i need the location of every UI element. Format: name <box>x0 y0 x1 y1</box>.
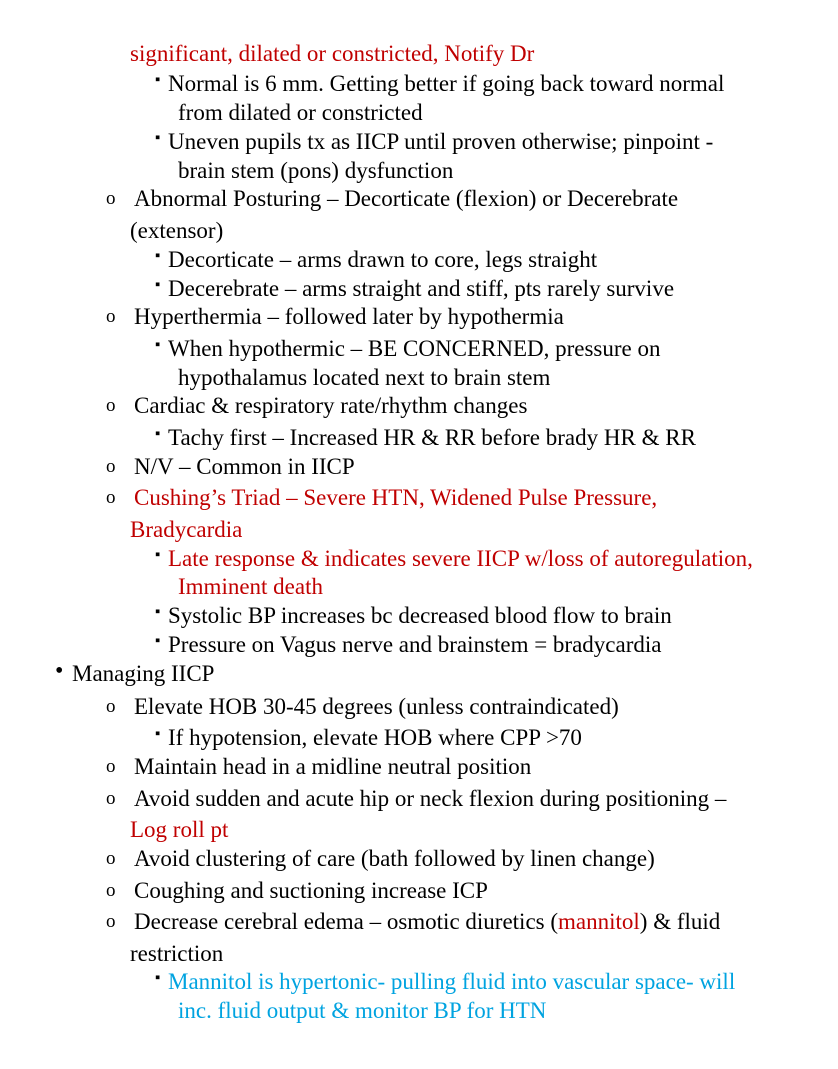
text-line: Elevate HOB 30-45 degrees (unless contraindicated) <box>134 694 619 719</box>
text-line: restriction <box>130 941 224 966</box>
text-segment: Decrease cerebral edema – osmotic diuretics ( <box>134 909 559 934</box>
text-line: Avoid sudden and acute hip or neck flexion during positioning – <box>134 786 727 811</box>
circle-bullet-marker: o <box>106 911 116 932</box>
circle-bullet-marker: o <box>106 788 116 809</box>
square-bullet-marker: ▪ <box>155 426 161 442</box>
circle-bullet-marker: o <box>106 487 116 508</box>
section-heading: Managing IICP <box>72 661 215 686</box>
square-bullet-marker: ▪ <box>155 72 161 88</box>
circle-bullet-marker: o <box>106 306 116 327</box>
text-line: Log roll pt <box>130 817 229 842</box>
text-line: Uneven pupils tx as IICP until proven otherwise; pinpoint - <box>168 129 714 154</box>
text-line: brain stem (pons) dysfunction <box>178 158 454 183</box>
text-line: Bradycardia <box>130 517 243 542</box>
circle-bullet-marker: o <box>106 756 116 777</box>
text-line: Cardiac & respiratory rate/rhythm changes <box>134 393 528 418</box>
circle-bullet-marker: o <box>106 456 116 477</box>
text-line: Maintain head in a midline neutral position <box>134 754 532 779</box>
text-line: When hypothermic – BE CONCERNED, pressure on <box>168 336 661 361</box>
text-line: Normal is 6 mm. Getting better if going back toward normal <box>168 71 725 96</box>
square-bullet-marker: ▪ <box>155 633 161 649</box>
text-line: Imminent death <box>178 574 323 599</box>
circle-bullet-marker: o <box>106 188 116 209</box>
text-line: Mannitol is hypertonic- pulling fluid into vascular space- will <box>168 969 736 994</box>
text-line: inc. fluid output & monitor BP for HTN <box>178 998 547 1023</box>
text-line: Avoid clustering of care (bath followed by linen change) <box>134 846 655 871</box>
bullet-marker: • <box>55 658 64 684</box>
square-bullet-marker: ▪ <box>155 248 161 264</box>
circle-bullet-marker: o <box>106 848 116 869</box>
circle-bullet-marker: o <box>106 696 116 717</box>
text-line: If hypotension, elevate HOB where CPP >70 <box>168 725 582 750</box>
square-bullet-marker: ▪ <box>155 130 161 146</box>
text-line: significant, dilated or constricted, Notify Dr <box>130 41 535 66</box>
text-line: Abnormal Posturing – Decorticate (flexion) or Decerebrate <box>134 186 679 211</box>
square-bullet-marker: ▪ <box>155 337 161 353</box>
text-line <box>134 909 720 935</box>
highlight-mannitol: mannitol <box>558 909 640 934</box>
text-line: Pressure on Vagus nerve and brainstem = bradycardia <box>168 632 662 657</box>
text-line: Decerebrate – arms straight and stiff, pts rarely survive <box>168 276 675 301</box>
circle-bullet-marker: o <box>106 880 116 901</box>
text-line: Tachy first – Increased HR & RR before brady HR & RR <box>168 425 696 450</box>
circle-bullet-marker: o <box>106 395 116 416</box>
text-line: (extensor) <box>130 218 224 243</box>
square-bullet-marker: ▪ <box>155 726 161 742</box>
text-line: Hyperthermia – followed later by hypothermia <box>134 304 564 329</box>
text-line: Coughing and suctioning increase ICP <box>134 878 488 903</box>
text-segment: ) & fluid <box>639 909 721 934</box>
square-bullet-marker: ▪ <box>155 604 161 620</box>
text-line: Decorticate – arms drawn to core, legs straight <box>168 247 598 272</box>
text-line: from dilated or constricted <box>178 100 423 125</box>
square-bullet-marker: ▪ <box>155 547 161 563</box>
text-line: Systolic BP increases bc decreased blood flow to brain <box>168 603 672 628</box>
text-line: hypothalamus located next to brain stem <box>178 365 551 390</box>
text-line: Cushing’s Triad – Severe HTN, Widened Pulse Pressure, <box>134 485 658 510</box>
square-bullet-marker: ▪ <box>155 277 161 293</box>
text-line: N/V – Common in IICP <box>134 454 355 479</box>
square-bullet-marker: ▪ <box>155 970 161 986</box>
text-line: Late response & indicates severe IICP w/loss of autoregulation, <box>168 546 753 571</box>
